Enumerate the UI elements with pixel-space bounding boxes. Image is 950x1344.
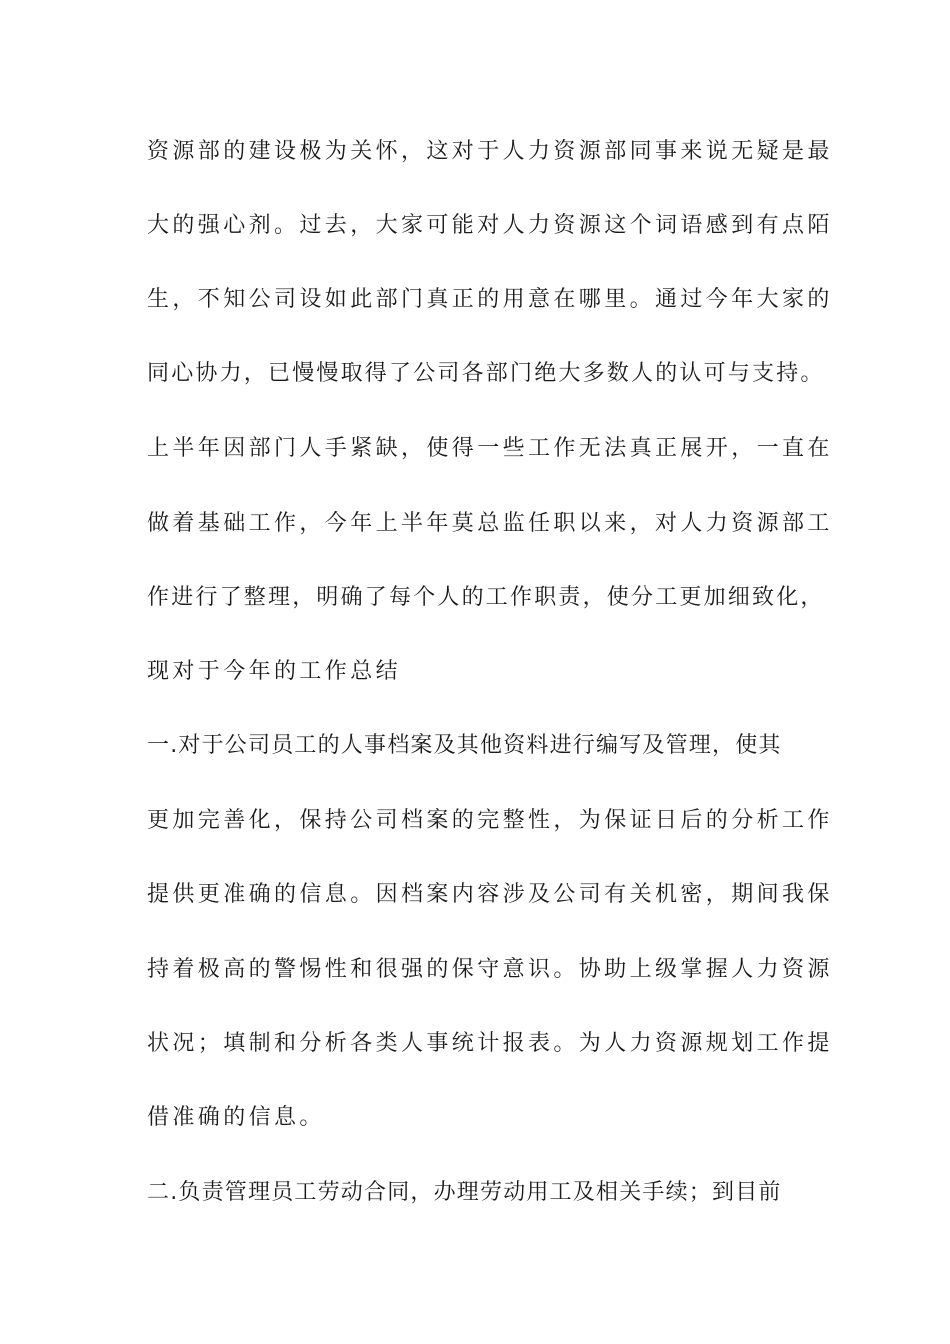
text-line: 持着极高的警惕性和很强的保守意识。协助上级掌握人力资源 bbox=[147, 957, 833, 982]
text-line: 二.负责管理员工劳动合同，办理劳动用工及相关手续；到目前 bbox=[147, 1180, 782, 1205]
text-line: 生，不知公司设如此部门真正的用意在哪里。通过今年大家的 bbox=[147, 287, 833, 312]
text-line: 做着基础工作，今年上半年莫总监任职以来，对人力资源部工 bbox=[147, 511, 833, 536]
text-line: 作进行了整理，明确了每个人的工作职责，使分工更加细致化， bbox=[147, 585, 825, 610]
text-line: 上半年因部门人手紧缺，使得一些工作无法真正展开，一直在 bbox=[147, 436, 833, 461]
text-line: 更加完善化，保持公司档案的完整性，为保证日后的分析工作 bbox=[147, 808, 833, 833]
text-line: 借准确的信息。 bbox=[147, 1105, 325, 1130]
text-line: 一.对于公司员工的人事档案及其他资料进行编写及管理，使其 bbox=[147, 733, 782, 758]
text-line: 大的强心剂。过去，大家可能对人力资源这个词语感到有点陌 bbox=[147, 213, 833, 238]
text-line: 提供更准确的信息。因档案内容涉及公司有关机密，期间我保 bbox=[147, 882, 833, 907]
text-line: 同心协力，已慢慢取得了公司各部门绝大多数人的认可与支持。 bbox=[147, 361, 825, 386]
text-line: 现对于今年的工作总结 bbox=[147, 659, 402, 684]
text-line: 资源部的建设极为关怀，这对于人力资源部同事来说无疑是最 bbox=[147, 139, 833, 164]
text-line: 状况；填制和分析各类人事统计报表。为人力资源规划工作提 bbox=[147, 1031, 833, 1056]
